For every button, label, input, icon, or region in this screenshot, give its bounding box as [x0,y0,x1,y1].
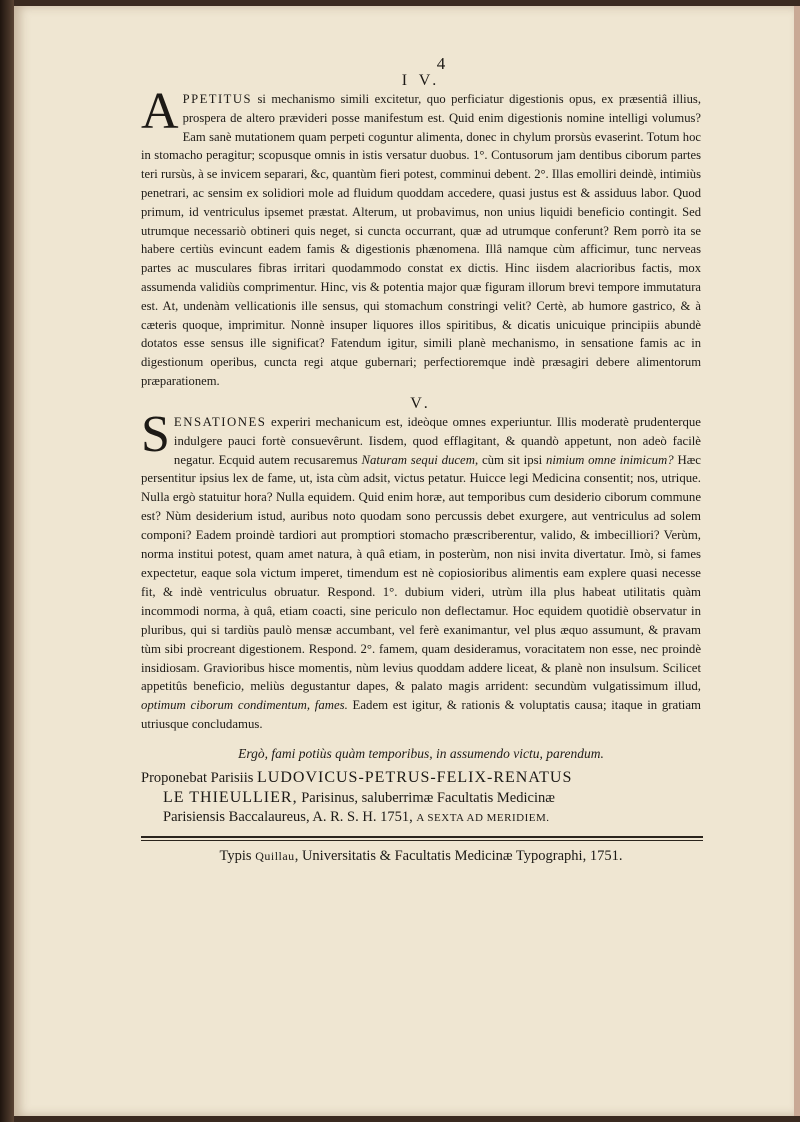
conclusion-motto: Ergò, fami potiùs quàm temporibus, in assumendo victu, parendum. [238,746,604,762]
double-rule-divider [141,836,703,841]
printer-rest: , Universitatis & Facultatis Medicinæ Typographi, 1751. [294,848,623,865]
proponent-time: A SEXTA AD MERIDIEM. [416,812,550,825]
proponent-line-3 [141,808,701,828]
section-v-body-3: Hæc persentitur ipsius lex de fame, ut, ista cùm adsit, victus petatur. Huicce legi Medicina consentit; nos, utrique. Nulla ergò statuitur hora? Nulla equidem. Quid enim horæ, aut temporibus cum desiderio ciborum commune est? Nùm desiderium istud, auribus noto quodam sono percussis debet exurgere, aut ventriculus ad solem componi? Eadem proindè tardiori aut promptiori stomacho præscriberentur, valido, & imbecilliori? Verùm, norma institui potest, quam amet natura, à quâ etiam, in posterùm, non nisi invita divertatur. Imò, si fames expectetur, eaque sola victum imperet, timendum est nè copiosioribus alimentis eam explere quasi necesse fit, & indè ventriculus obruatur. Respond. 1°. dubium videri, utrùm illa plus habeat utilitatis quàm incommodi norma, à quâ, etiam coacti, sine periculo non deflectamur. Hoc equidem quotidiè observatur in pluribus, qui si tardiùs paulò mensæ accumbant, vel ferè exanimantur, vel plus æquo assumunt, & pravam tùm sibi procreant digestionem. Respond. 2°. famem, quam desideramus, voracitatem non esse, nec proindè insidiosam. Gravioribus hisce momentis, nùm levius quoddam addere liceat, & planè non insulsum. Scilicet appetitûs beneficio, meliùs degustantur dapes, & palato magis arrident: secundùm vulgatissimum illud, [141,452,701,694]
proponent-given-names: LUDOVICUS-PETRUS-FELIX-RENATUS [257,769,573,787]
section-heading-v: V. [410,394,432,412]
section-v-body-4: Eadem est igitur, & rationis & voluptatis causa; itaque in gratiam utriusque concludamus. [141,698,701,732]
proponent-line-1 [141,768,701,788]
proponent-surname: LE THIEULLIER, [163,789,298,807]
section-iv-lead-word: PPETITUS [182,92,252,106]
section-v-lead-word: ENSATIONES [173,414,267,429]
page-edge [794,6,800,1116]
book-spine-shadow [0,0,14,1122]
section-v-paragraph [141,405,701,734]
proponent-affiliation: Parisinus, saluberrimæ Facultatis Medicinæ [301,790,555,807]
section-iv-body: si mechanismo simili excitetur, quo perficiatur digestionis opus, ex præsentiâ illius, prospera de altero prævideri posse manifestum est. Quid enim digestionis nomine intelligi volumus? Eam sanè mutationem quam perpeti coguntur alimenta, donec in chylum prorsùs evaserint. Totum hoc in stomacho peragitur; scopusque omnis in istis versatur duobus. 1°. Contusorum jam dentibus ciborum partes teri rursùs, à se invicem separari, &c, quantùm fieri potest, comminui debent. 2°. Illas emolliri deindè, intimiùs penetrari, ac sensim ex solidiori mole ad fluidum quoddam accedere, quasi justus est & assiduus labor. Quod primum, id ventriculus ipsemet præstat. Alterum, ut probavimus, non unius liquidi beneficio contingit. Sed utrumque necessariò obtineri quis neget, si cuncta occurrant, quæ ad utrumque conferunt? Rem porrò ita se habere certiùs evincunt eadem famis & digestionis phænomena. Illâ namque cùm afficimur, tunc nerveas partes ac musculares fibras irritari quodammodo constat ex dictis. Hinc iisdem alacrioribus factis, mox assumenda validiùs comprimentur. Hinc, vis & potentia major quæ figuram illorum brevi tempore immutatura est. At, undenàm vellicationis ille sensus, qui stomachum constringi velit? Certè, ab humore gastrico, & à cæteris quoque, imprimitur. Nonnè insuper liquores illos spiritibus, & dicatis unicuique principiis abundè dotatos esse sensus ille significat? Fatendum igitur, simili planè mechanismo, in sensatione famis ac in digestionum operibus, cuncta regi atque gubernari; perfectioremque indè præsagiri debere alimentorum præparationem. [141,92,701,388]
page-number: 4 [436,54,446,73]
dropcap-s: S [141,405,170,463]
printer-imprint [141,847,701,865]
proponent-degree-date: Parisiensis Baccalaureus, A. R. S. H. 1751, [163,809,413,826]
section-iv-paragraph [141,83,701,391]
section-v-italic-3: optimum ciborum condimentum, fames. [141,698,348,713]
printer-prefix: Typis [219,848,252,865]
proponent-prefix: Proponebat Parisiis [141,770,254,787]
page-content [141,56,701,865]
section-v-body-1: experiri mechanicum est, ideòque omnes experiuntur. Illis moderatè prudenterque indulgere pauci fortè consuevêrunt. Iisdem, quod efflagitant, & quandò appetunt, non adeò facilè negatur. Ecquid autem recusaremus [173,414,701,467]
proponent-line-2 [141,788,701,808]
printer-name: Quillau [255,849,295,864]
section-v-italic-1: Naturam sequi ducem [361,452,475,467]
section-v-body-2: , cùm sit ipsi [474,452,543,467]
section-v-italic-2: nimium omne inimicum? [545,452,674,467]
dropcap-a: A [141,83,179,140]
section-heading-iv: I V. [401,72,441,89]
